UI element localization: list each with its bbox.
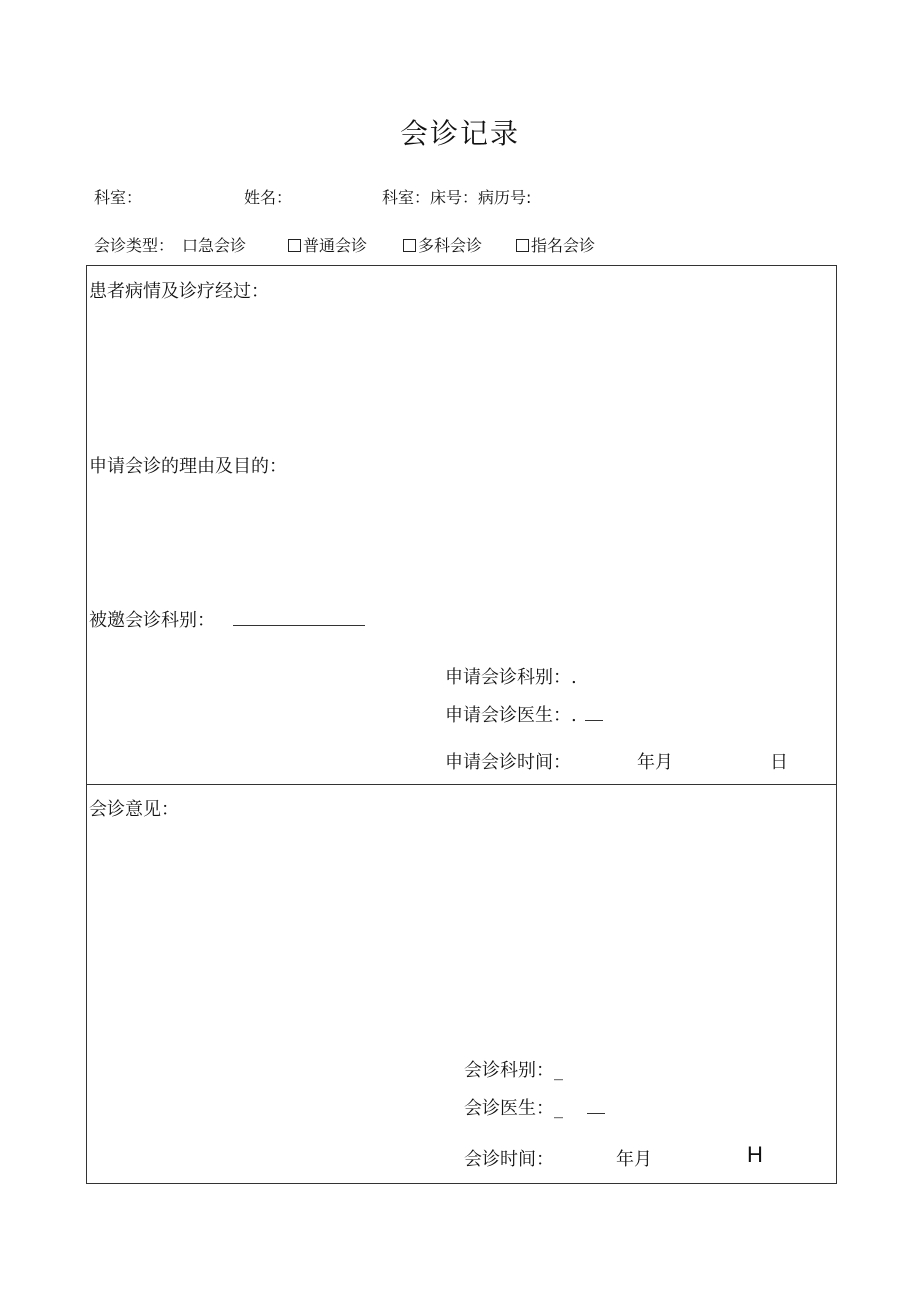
checkbox-icon[interactable] [516,239,529,252]
checkbox-icon[interactable] [403,239,416,252]
option-multi-label: 多科会诊 [418,236,483,255]
opinion-section-box [86,784,837,1184]
request-doctor-blank[interactable] [585,706,603,721]
request-year-month: 年月 [637,752,673,773]
opinion-label: 会诊意见： [89,799,179,820]
option-multi[interactable] [403,233,482,256]
request-doctor-label: 申请会诊医生：. [445,705,577,726]
checkbox-icon[interactable] [288,239,301,252]
option-urgent[interactable]: 口急会诊 [182,236,247,255]
invited-dept-label: 被邀会诊科别： [89,610,215,631]
option-named[interactable] [516,233,595,256]
invited-dept-row [89,606,365,632]
option-normal[interactable] [288,233,367,256]
request-doctor-row [445,701,603,727]
option-normal-label: 普通会诊 [303,236,368,255]
name-label: 姓名： [244,188,293,207]
consult-type-label: 会诊类型： [94,236,175,255]
request-time-label: 申请会诊时间： [445,752,571,773]
dept-label: 科室： [94,188,143,207]
consult-doctor-blank[interactable] [587,1099,605,1114]
consult-dept-label: 会诊科别：_ [464,1060,563,1081]
request-dept-label: 申请会诊科别：. [445,667,577,688]
option-named-label: 指名会诊 [531,236,596,255]
consult-year-month: 年月 [616,1149,652,1170]
dept-bed-record-label: 科室：床号：病历号: [382,188,532,207]
request-day: 日 [770,752,788,773]
consult-doctor-label: 会诊医生：_ [464,1098,563,1119]
condition-label: 患者病情及诊疗经过： [89,281,269,302]
consult-time-label: 会诊时间： [464,1149,554,1170]
invited-dept-blank[interactable] [233,611,365,626]
reason-label: 申请会诊的理由及目的： [89,456,287,477]
page-title: 会诊记录 [399,117,520,150]
consult-doctor-row [464,1094,605,1120]
consult-day: H [747,1142,763,1167]
